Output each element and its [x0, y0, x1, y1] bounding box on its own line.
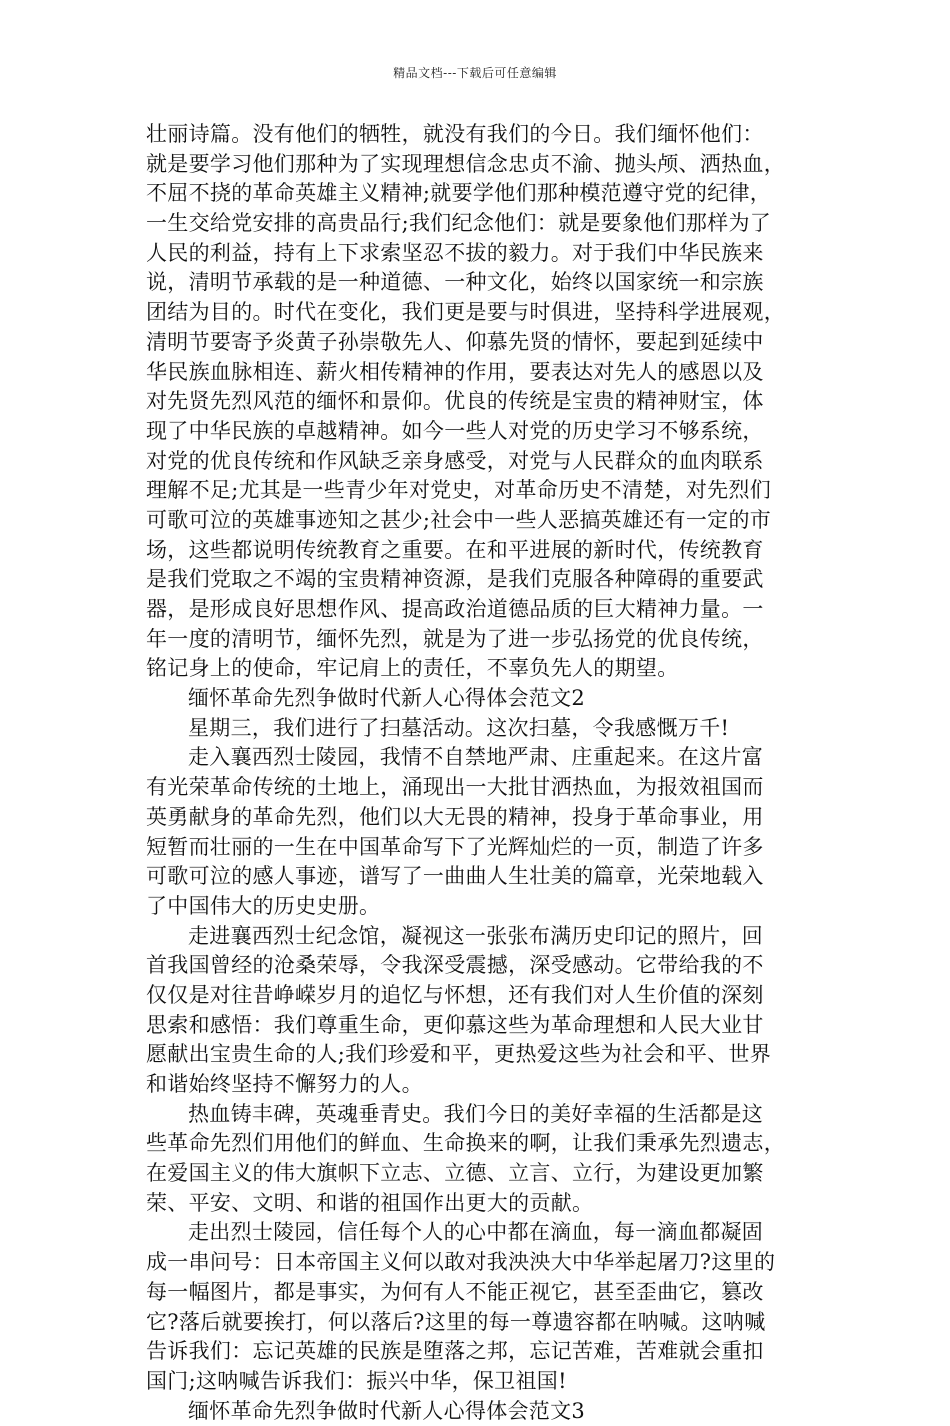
- text-line: 年一度的清明节，缅怀先烈，就是为了进一步弘扬党的优良传统，: [146, 626, 764, 651]
- paragraph-start: 走出烈士陵园，信任每个人的心中都在滴血，每一滴血都凝固: [188, 1220, 764, 1245]
- text-line: 器，是形成良好思想作风、提高政治道德品质的巨大精神力量。一: [146, 597, 764, 621]
- text-line: 英勇献身的革命先烈，他们以大无畏的精神，投身于革命事业，用: [146, 804, 764, 829]
- text-line: 愿献出宝贵生命的人;我们珍爱和平，更热爱这些为社会和平、世界: [146, 1042, 772, 1067]
- text-line: 壮丽诗篇。没有他们的牺牲，就没有我们的今日。我们缅怀他们：: [146, 122, 764, 146]
- text-line: 和谐始终坚持不懈努力的人。: [146, 1072, 423, 1096]
- text-line: 人民的利益，持有上下求索坚忍不拔的毅力。对于我们中华民族来: [146, 240, 764, 265]
- text-line: 仅仅是对往昔峥嵘岁月的追忆与怀想，还有我们对人生价值的深刻: [146, 982, 764, 1007]
- text-line: 荣、平安、文明、和谐的祖国作出更大的贡献。: [146, 1190, 594, 1215]
- text-line: 场，这些都说明传统教育之重要。在和平进展的新时代，传统教育: [146, 537, 764, 562]
- paragraph-start: 热血铸丰碑，英魂垂青史。我们今日的美好幸福的生活都是这: [188, 1101, 764, 1126]
- text-line: 首我国曾经的沧桑荣辱，令我深受震撼，深受感动。它带给我的不: [146, 953, 764, 978]
- text-line: 一生交给党安排的高贵品行;我们纪念他们：就是要象他们那样为了: [146, 211, 772, 236]
- text-line: 了中国伟大的历史史册。: [146, 893, 381, 918]
- text-line: 理解不足;尤其是一些青少年对党史，对革命历史不清楚，对先烈们: [146, 478, 772, 503]
- text-line: 是我们党取之不竭的宝贵精神资源，是我们克服各种障碍的重要武: [146, 567, 764, 592]
- text-line: 它?落后就要挨打，何以落后?这里的每一尊遗容都在呐喊。这呐喊: [146, 1309, 766, 1334]
- text-line: 就是要学习他们那种为了实现理想信念忠贞不渝、抛头颅、洒热血，: [146, 151, 785, 176]
- text-line: 每一幅图片，都是事实，为何有人不能正视它，甚至歪曲它，篡改: [146, 1279, 764, 1304]
- section-heading: 缅怀革命先烈争做时代新人心得体会范文3: [188, 1398, 586, 1423]
- text-line: 可歌可泣的英雄事迹知之甚少;社会中一些人恶搞英雄还有一定的市: [146, 507, 772, 532]
- text-line: 团结为目的。时代在变化，我们更是要与时俱进，坚持科学进展观，: [146, 300, 785, 325]
- text-line: 说，清明节承载的是一种道德、一种文化，始终以国家统一和宗族: [146, 270, 764, 295]
- text-line: 清明节要寄予炎黄子孙崇敬先人、仰慕先贤的情怀，要起到延续中: [146, 329, 764, 354]
- paragraph-start: 走入襄西烈士陵园，我情不自禁地严肃、庄重起来。在这片富: [188, 745, 764, 770]
- text-line: 成一串问号：日本帝国主义何以敢对我泱泱大中华举起屠刀?这里的: [146, 1250, 776, 1275]
- text-line: 国门;这呐喊告诉我们：振兴中华，保卫祖国!: [146, 1368, 567, 1393]
- paragraph-start: 走进襄西烈士纪念馆，凝视这一张张布满历史印记的照片，回: [188, 923, 764, 948]
- text-line: 些革命先烈们用他们的鲜血、生命换来的啊，让我们秉承先烈遗志，: [146, 1131, 785, 1156]
- text-line: 对先贤先烈风范的缅怀和景仰。优良的传统是宝贵的精神财宝，体: [146, 389, 764, 414]
- text-line: 短暂而壮丽的一生在中国革命写下了光辉灿烂的一页，制造了许多: [146, 834, 764, 859]
- text-line: 思索和感悟：我们尊重生命，更仰慕这些为革命理想和人民大业甘: [146, 1012, 764, 1037]
- text-line: 铭记身上的使命，牢记肩上的责任，不辜负先人的期望。: [146, 656, 679, 681]
- text-line: 可歌可泣的感人事迹，谱写了一曲曲人生壮美的篇章，光荣地载入: [146, 864, 764, 889]
- text-line: 对党的优良传统和作风缺乏亲身感受，对党与人民群众的血肉联系: [146, 448, 764, 473]
- paragraph-start: 星期三，我们进行了扫墓活动。这次扫墓，令我感慨万千!: [188, 715, 730, 740]
- text-line: 华民族血脉相连、薪火相传精神的作用，要表达对先人的感恩以及: [146, 359, 764, 384]
- text-line: 告诉我们：忘记英雄的民族是堕落之邦，忘记苦难，苦难就会重扣: [146, 1339, 764, 1364]
- page-header: 精品文档---下载后可任意编辑: [393, 66, 557, 80]
- text-line: 不屈不挠的革命英雄主义精神;就要学他们那种模范遵守党的纪律，: [146, 181, 772, 206]
- section-heading: 缅怀革命先烈争做时代新人心得体会范文2: [188, 686, 586, 711]
- text-line: 现了中华民族的卓越精神。如今一些人对党的历史学习不够系统，: [146, 418, 764, 443]
- text-line: 有光荣革命传统的土地上，涌现出一大批甘洒热血，为报效祖国而: [146, 775, 764, 800]
- document-body: [146, 120, 806, 1426]
- text-line: 在爱国主义的伟大旗帜下立志、立德、立言、立行，为建设更加繁: [146, 1161, 764, 1186]
